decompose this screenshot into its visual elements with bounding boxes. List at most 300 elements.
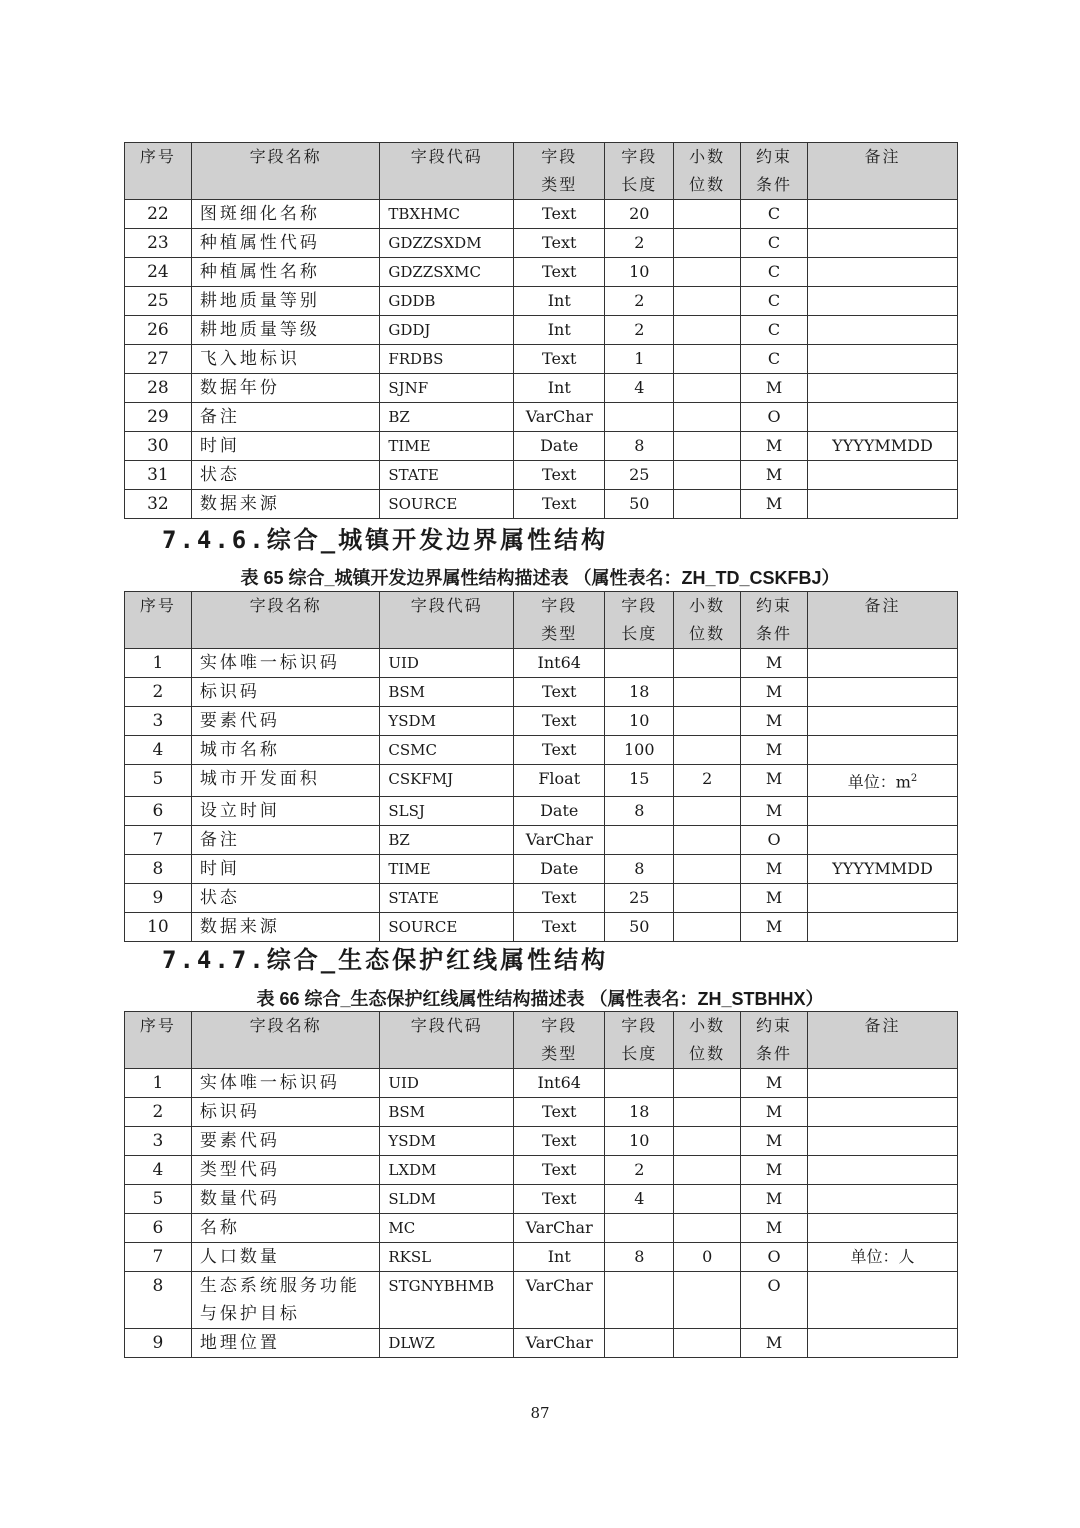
table-cell: UID [380, 649, 514, 678]
table-cell [807, 1156, 957, 1185]
table-cell: GDZZSXMC [380, 258, 514, 287]
table-cell: LXDM [380, 1156, 514, 1185]
table-cell [674, 403, 741, 432]
table-cell: 9 [125, 884, 192, 913]
table-header-row [125, 592, 958, 649]
table-cell [674, 258, 741, 287]
table-cell: 7 [125, 1243, 192, 1272]
table-cell: M [741, 1127, 808, 1156]
table-cell [807, 1329, 957, 1358]
table-cell: 要素代码 [191, 707, 379, 736]
table-cell [807, 1127, 957, 1156]
table-cell: 8 [605, 432, 674, 461]
column-header-label: 字段代码 [410, 596, 483, 615]
table-cell: 数据年份 [191, 374, 379, 403]
column-header-label: 字段名称 [249, 596, 322, 615]
column-header [807, 592, 957, 649]
table-cell: 50 [605, 490, 674, 519]
table-cell: 生态系统服务功能 与保护目标 [191, 1272, 379, 1329]
table-cell: 飞入地标识 [191, 345, 379, 374]
table-cell: SLDM [380, 1185, 514, 1214]
table-cell: 2 [605, 316, 674, 345]
table-cell: 地理位置 [191, 1329, 379, 1358]
table-cell [674, 461, 741, 490]
column-header [191, 143, 379, 200]
table-cell: STATE [380, 461, 514, 490]
table-cell: GDDB [380, 287, 514, 316]
table-cell: 7 [125, 826, 192, 855]
table-cell [807, 258, 957, 287]
table-cell: M [741, 913, 808, 942]
table-cell: 备注 [191, 403, 379, 432]
table-cell: 2 [605, 1156, 674, 1185]
table-cell: 6 [125, 1214, 192, 1243]
table-cell [674, 1329, 741, 1358]
table-cell: VarChar [514, 1272, 605, 1329]
table-cell: Int [514, 1243, 605, 1272]
table-cell: 时间 [191, 855, 379, 884]
table-cell: M [741, 1214, 808, 1243]
table-cell: Text [514, 1185, 605, 1214]
table-cell: Text [514, 707, 605, 736]
table-cell: M [741, 855, 808, 884]
table-row [125, 258, 958, 287]
column-header-label: 序号 [139, 1016, 176, 1035]
column-header [380, 592, 514, 649]
table-row [125, 490, 958, 519]
table-cell: 城市名称 [191, 736, 379, 765]
table-cell: Text [514, 345, 605, 374]
column-header-label: 字段 类型 [541, 596, 578, 643]
table-cell: 2 [605, 229, 674, 258]
table-cell: 1 [605, 345, 674, 374]
table-cell [674, 913, 741, 942]
table-cell: C [741, 200, 808, 229]
table-cell: SJNF [380, 374, 514, 403]
table-cell [674, 649, 741, 678]
table-row [125, 374, 958, 403]
table-cell: 10 [605, 707, 674, 736]
table-cell: 0 [674, 1243, 741, 1272]
table-cell: M [741, 707, 808, 736]
table-cell: 城市开发面积 [191, 765, 379, 797]
table-cell [674, 229, 741, 258]
table-cell: 1 [125, 649, 192, 678]
table-cell [674, 1272, 741, 1329]
table-cell [807, 316, 957, 345]
table-cell: YSDM [380, 707, 514, 736]
table-row [125, 649, 958, 678]
table-cell: 3 [125, 1127, 192, 1156]
table-cell: Int64 [514, 1069, 605, 1098]
table-cell: FRDBS [380, 345, 514, 374]
column-header-label: 约束 条件 [756, 596, 793, 643]
table-row [125, 345, 958, 374]
table-cell: Int64 [514, 649, 605, 678]
table-cell [674, 1185, 741, 1214]
table-cell: Int [514, 287, 605, 316]
table-cell: M [741, 736, 808, 765]
table-cell [807, 345, 957, 374]
column-header-label: 约束 条件 [756, 1016, 793, 1063]
table-cell: 32 [125, 490, 192, 519]
table-cell: 人口数量 [191, 1243, 379, 1272]
column-header [514, 592, 605, 649]
column-header [674, 1012, 741, 1069]
table-row [125, 884, 958, 913]
column-header-label: 备注 [864, 147, 901, 166]
table-row [125, 707, 958, 736]
table-cell: SLSJ [380, 797, 514, 826]
table-cell: 种植属性名称 [191, 258, 379, 287]
table-cell [807, 403, 957, 432]
table-cell [807, 200, 957, 229]
attribute-table-continued [124, 142, 958, 519]
table-cell: 5 [125, 765, 192, 797]
table-66 [124, 1011, 958, 1358]
table-cell [605, 649, 674, 678]
table-cell: 6 [125, 797, 192, 826]
table-cell: M [741, 1069, 808, 1098]
table-cell: Text [514, 490, 605, 519]
table-cell: Text [514, 229, 605, 258]
table-cell [674, 736, 741, 765]
table-cell: 4 [605, 1185, 674, 1214]
table-cell: 25 [605, 884, 674, 913]
table-cell [674, 1098, 741, 1127]
table-cell: 8 [605, 855, 674, 884]
table-65 [124, 591, 958, 942]
section-heading-7-4-7: 7.4.7.综合_生态保护红线属性结构 [162, 946, 609, 974]
table-cell: M [741, 1098, 808, 1127]
column-header [807, 1012, 957, 1069]
table-cell: Text [514, 1098, 605, 1127]
table-cell: 备注 [191, 826, 379, 855]
column-header [741, 143, 808, 200]
table-cell [605, 403, 674, 432]
table-cell: 种植属性代码 [191, 229, 379, 258]
table-66-caption: 表 66 综合_生态保护红线属性结构描述表 （属性表名：ZH_STBHHX） [256, 989, 824, 1009]
table-cell: C [741, 229, 808, 258]
table-cell: CSKFMJ [380, 765, 514, 797]
table-cell [674, 345, 741, 374]
table-cell: M [741, 432, 808, 461]
table-cell: BZ [380, 403, 514, 432]
table-cell: MC [380, 1214, 514, 1243]
table-cell: Text [514, 461, 605, 490]
column-header [125, 592, 192, 649]
section-heading-7-4-6: 7.4.6.综合_城镇开发边界属性结构 [162, 526, 609, 554]
table-cell: 耕地质量等级 [191, 316, 379, 345]
table-cell: M [741, 374, 808, 403]
table-row [125, 855, 958, 884]
table-cell [674, 1156, 741, 1185]
table-cell: 类型代码 [191, 1156, 379, 1185]
table-row [125, 1185, 958, 1214]
unit-superscript: 2 [910, 773, 918, 784]
table-cell [807, 490, 957, 519]
table-cell: GDZZSXDM [380, 229, 514, 258]
table-cell: Text [514, 1156, 605, 1185]
column-header-label: 字段 长度 [621, 147, 658, 194]
table-cell: M [741, 765, 808, 797]
table-cell: BSM [380, 678, 514, 707]
table-cell: 标识码 [191, 1098, 379, 1127]
table-cell: 24 [125, 258, 192, 287]
table-row [125, 765, 958, 797]
column-header-label: 小数 位数 [689, 596, 726, 643]
table-cell: 9 [125, 1329, 192, 1358]
column-header-label: 字段名称 [249, 147, 322, 166]
table-cell: BZ [380, 826, 514, 855]
table-cell: 10 [125, 913, 192, 942]
table-row [125, 1214, 958, 1243]
column-header [514, 143, 605, 200]
table-cell [807, 678, 957, 707]
column-header-label: 备注 [864, 596, 901, 615]
table-cell: Text [514, 736, 605, 765]
table-cell: 标识码 [191, 678, 379, 707]
table-row [125, 1243, 958, 1272]
table-cell: 2 [674, 765, 741, 797]
table-cell [605, 1069, 674, 1098]
table-cell: 25 [605, 461, 674, 490]
table-cell [605, 1329, 674, 1358]
table-cell: 3 [125, 707, 192, 736]
column-header [605, 592, 674, 649]
table-cell [807, 287, 957, 316]
column-header-label: 序号 [139, 596, 176, 615]
table-cell: VarChar [514, 826, 605, 855]
table-cell: O [741, 826, 808, 855]
table-cell: M [741, 797, 808, 826]
table-cell: Text [514, 678, 605, 707]
table-cell: Float [514, 765, 605, 797]
table-cell: YYYYMMDD [807, 855, 957, 884]
column-header [380, 1012, 514, 1069]
table-cell [807, 736, 957, 765]
table-cell: 5 [125, 1185, 192, 1214]
table-header-row [125, 143, 958, 200]
table-cell: SOURCE [380, 490, 514, 519]
table-cell: VarChar [514, 403, 605, 432]
column-header [191, 592, 379, 649]
table-cell [674, 432, 741, 461]
table-cell: C [741, 258, 808, 287]
column-header [674, 592, 741, 649]
table-cell: 18 [605, 1098, 674, 1127]
column-header-label: 字段 长度 [621, 1016, 658, 1063]
column-header [125, 1012, 192, 1069]
table-cell: 27 [125, 345, 192, 374]
table-cell: 实体唯一标识码 [191, 1069, 379, 1098]
table-cell: 23 [125, 229, 192, 258]
table-cell [674, 1214, 741, 1243]
table-65-caption: 表 65 综合_城镇开发边界属性结构描述表 （属性表名：ZH_TD_CSKFBJ） [240, 568, 840, 588]
table-cell: 26 [125, 316, 192, 345]
table-cell [807, 707, 957, 736]
table-cell: 20 [605, 200, 674, 229]
table-cell: 数据来源 [191, 490, 379, 519]
table-cell: TBXHMC [380, 200, 514, 229]
table-cell [807, 1272, 957, 1329]
table-cell [807, 826, 957, 855]
table-cell: Text [514, 200, 605, 229]
table-cell: 2 [125, 1098, 192, 1127]
column-header [741, 1012, 808, 1069]
table-cell: Date [514, 855, 605, 884]
table-cell [807, 1069, 957, 1098]
table-cell: M [741, 461, 808, 490]
table-cell: Date [514, 797, 605, 826]
table-row [125, 678, 958, 707]
column-header-label: 字段 类型 [541, 1016, 578, 1063]
column-header [514, 1012, 605, 1069]
table-cell [674, 490, 741, 519]
page-number: 87 [530, 1404, 550, 1422]
table-cell: TIME [380, 855, 514, 884]
table-cell: M [741, 1185, 808, 1214]
table-cell: Text [514, 258, 605, 287]
table-cell: 时间 [191, 432, 379, 461]
table-cell [674, 826, 741, 855]
table-cell: 数量代码 [191, 1185, 379, 1214]
column-header [674, 143, 741, 200]
table-cell: TIME [380, 432, 514, 461]
table-cell: Int [514, 316, 605, 345]
column-header-label: 序号 [139, 147, 176, 166]
column-header [380, 143, 514, 200]
table-cell [807, 649, 957, 678]
table-cell [605, 1272, 674, 1329]
table-cell: GDDJ [380, 316, 514, 345]
column-header-label: 字段代码 [410, 147, 483, 166]
column-header [125, 143, 192, 200]
column-header-label: 字段 长度 [621, 596, 658, 643]
table-cell [807, 229, 957, 258]
table-cell [674, 374, 741, 403]
table-cell: 22 [125, 200, 192, 229]
table-cell: 4 [125, 736, 192, 765]
table-cell: VarChar [514, 1214, 605, 1243]
table-cell: 18 [605, 678, 674, 707]
table-row [125, 826, 958, 855]
note-text: 单位：m [847, 772, 911, 792]
table-cell: 8 [125, 1272, 192, 1329]
table-cell: Date [514, 432, 605, 461]
table-cell: Int [514, 374, 605, 403]
table-cell: 4 [605, 374, 674, 403]
table-cell [807, 1214, 957, 1243]
table-cell [807, 374, 957, 403]
column-header-label: 约束 条件 [756, 147, 793, 194]
table-cell [807, 461, 957, 490]
table-row [125, 316, 958, 345]
table-cell: Text [514, 884, 605, 913]
table-cell: STGNYBHMB [380, 1272, 514, 1329]
table-cell: 10 [605, 258, 674, 287]
table-cell: Text [514, 913, 605, 942]
table-row [125, 461, 958, 490]
table-cell: 设立时间 [191, 797, 379, 826]
table-cell: 8 [605, 1243, 674, 1272]
column-header [741, 592, 808, 649]
table-row [125, 1069, 958, 1098]
column-header [605, 143, 674, 200]
table-cell: M [741, 884, 808, 913]
table-cell: 31 [125, 461, 192, 490]
table-cell: 单位：人 [807, 1243, 957, 1272]
table-row [125, 1127, 958, 1156]
table-cell: 耕地质量等别 [191, 287, 379, 316]
table-cell: 1 [125, 1069, 192, 1098]
table-row [125, 1272, 958, 1329]
column-header-label: 字段名称 [249, 1016, 322, 1035]
table-cell: C [741, 287, 808, 316]
table-cell: 10 [605, 1127, 674, 1156]
table-cell: 2 [125, 678, 192, 707]
column-header-label: 小数 位数 [689, 1016, 726, 1063]
table-cell: M [741, 490, 808, 519]
table-cell [807, 913, 957, 942]
table-row [125, 797, 958, 826]
column-header [191, 1012, 379, 1069]
table-cell: 实体唯一标识码 [191, 649, 379, 678]
table-cell: O [741, 1272, 808, 1329]
table-cell: 8 [125, 855, 192, 884]
table-cell: 图斑细化名称 [191, 200, 379, 229]
table-cell [674, 287, 741, 316]
table-cell: 25 [125, 287, 192, 316]
table-cell: 100 [605, 736, 674, 765]
table-cell: O [741, 403, 808, 432]
table-cell: M [741, 1329, 808, 1358]
table-cell: BSM [380, 1098, 514, 1127]
table-cell: YYYYMMDD [807, 432, 957, 461]
table-cell: 8 [605, 797, 674, 826]
table-cell: STATE [380, 884, 514, 913]
table-cell: 状态 [191, 884, 379, 913]
table-cell [674, 1127, 741, 1156]
table-cell: RKSL [380, 1243, 514, 1272]
table-cell [674, 855, 741, 884]
table-cell: DLWZ [380, 1329, 514, 1358]
table-row [125, 403, 958, 432]
table-row [125, 200, 958, 229]
table-cell: C [741, 316, 808, 345]
table-cell: 2 [605, 287, 674, 316]
table-cell: 15 [605, 765, 674, 797]
table-cell: 4 [125, 1156, 192, 1185]
table-row [125, 432, 958, 461]
table-cell [807, 765, 957, 797]
table-cell [674, 200, 741, 229]
table-row [125, 287, 958, 316]
table-cell: 名称 [191, 1214, 379, 1243]
column-header-label: 字段代码 [410, 1016, 483, 1035]
table-cell: M [741, 1156, 808, 1185]
table-cell: 30 [125, 432, 192, 461]
table-cell [605, 1214, 674, 1243]
table-cell: 50 [605, 913, 674, 942]
table-cell: 要素代码 [191, 1127, 379, 1156]
table-header-row [125, 1012, 958, 1069]
table-row [125, 1098, 958, 1127]
table-cell: 29 [125, 403, 192, 432]
column-header-label: 备注 [864, 1016, 901, 1035]
table-cell: Text [514, 1127, 605, 1156]
column-header-label: 小数 位数 [689, 147, 726, 194]
